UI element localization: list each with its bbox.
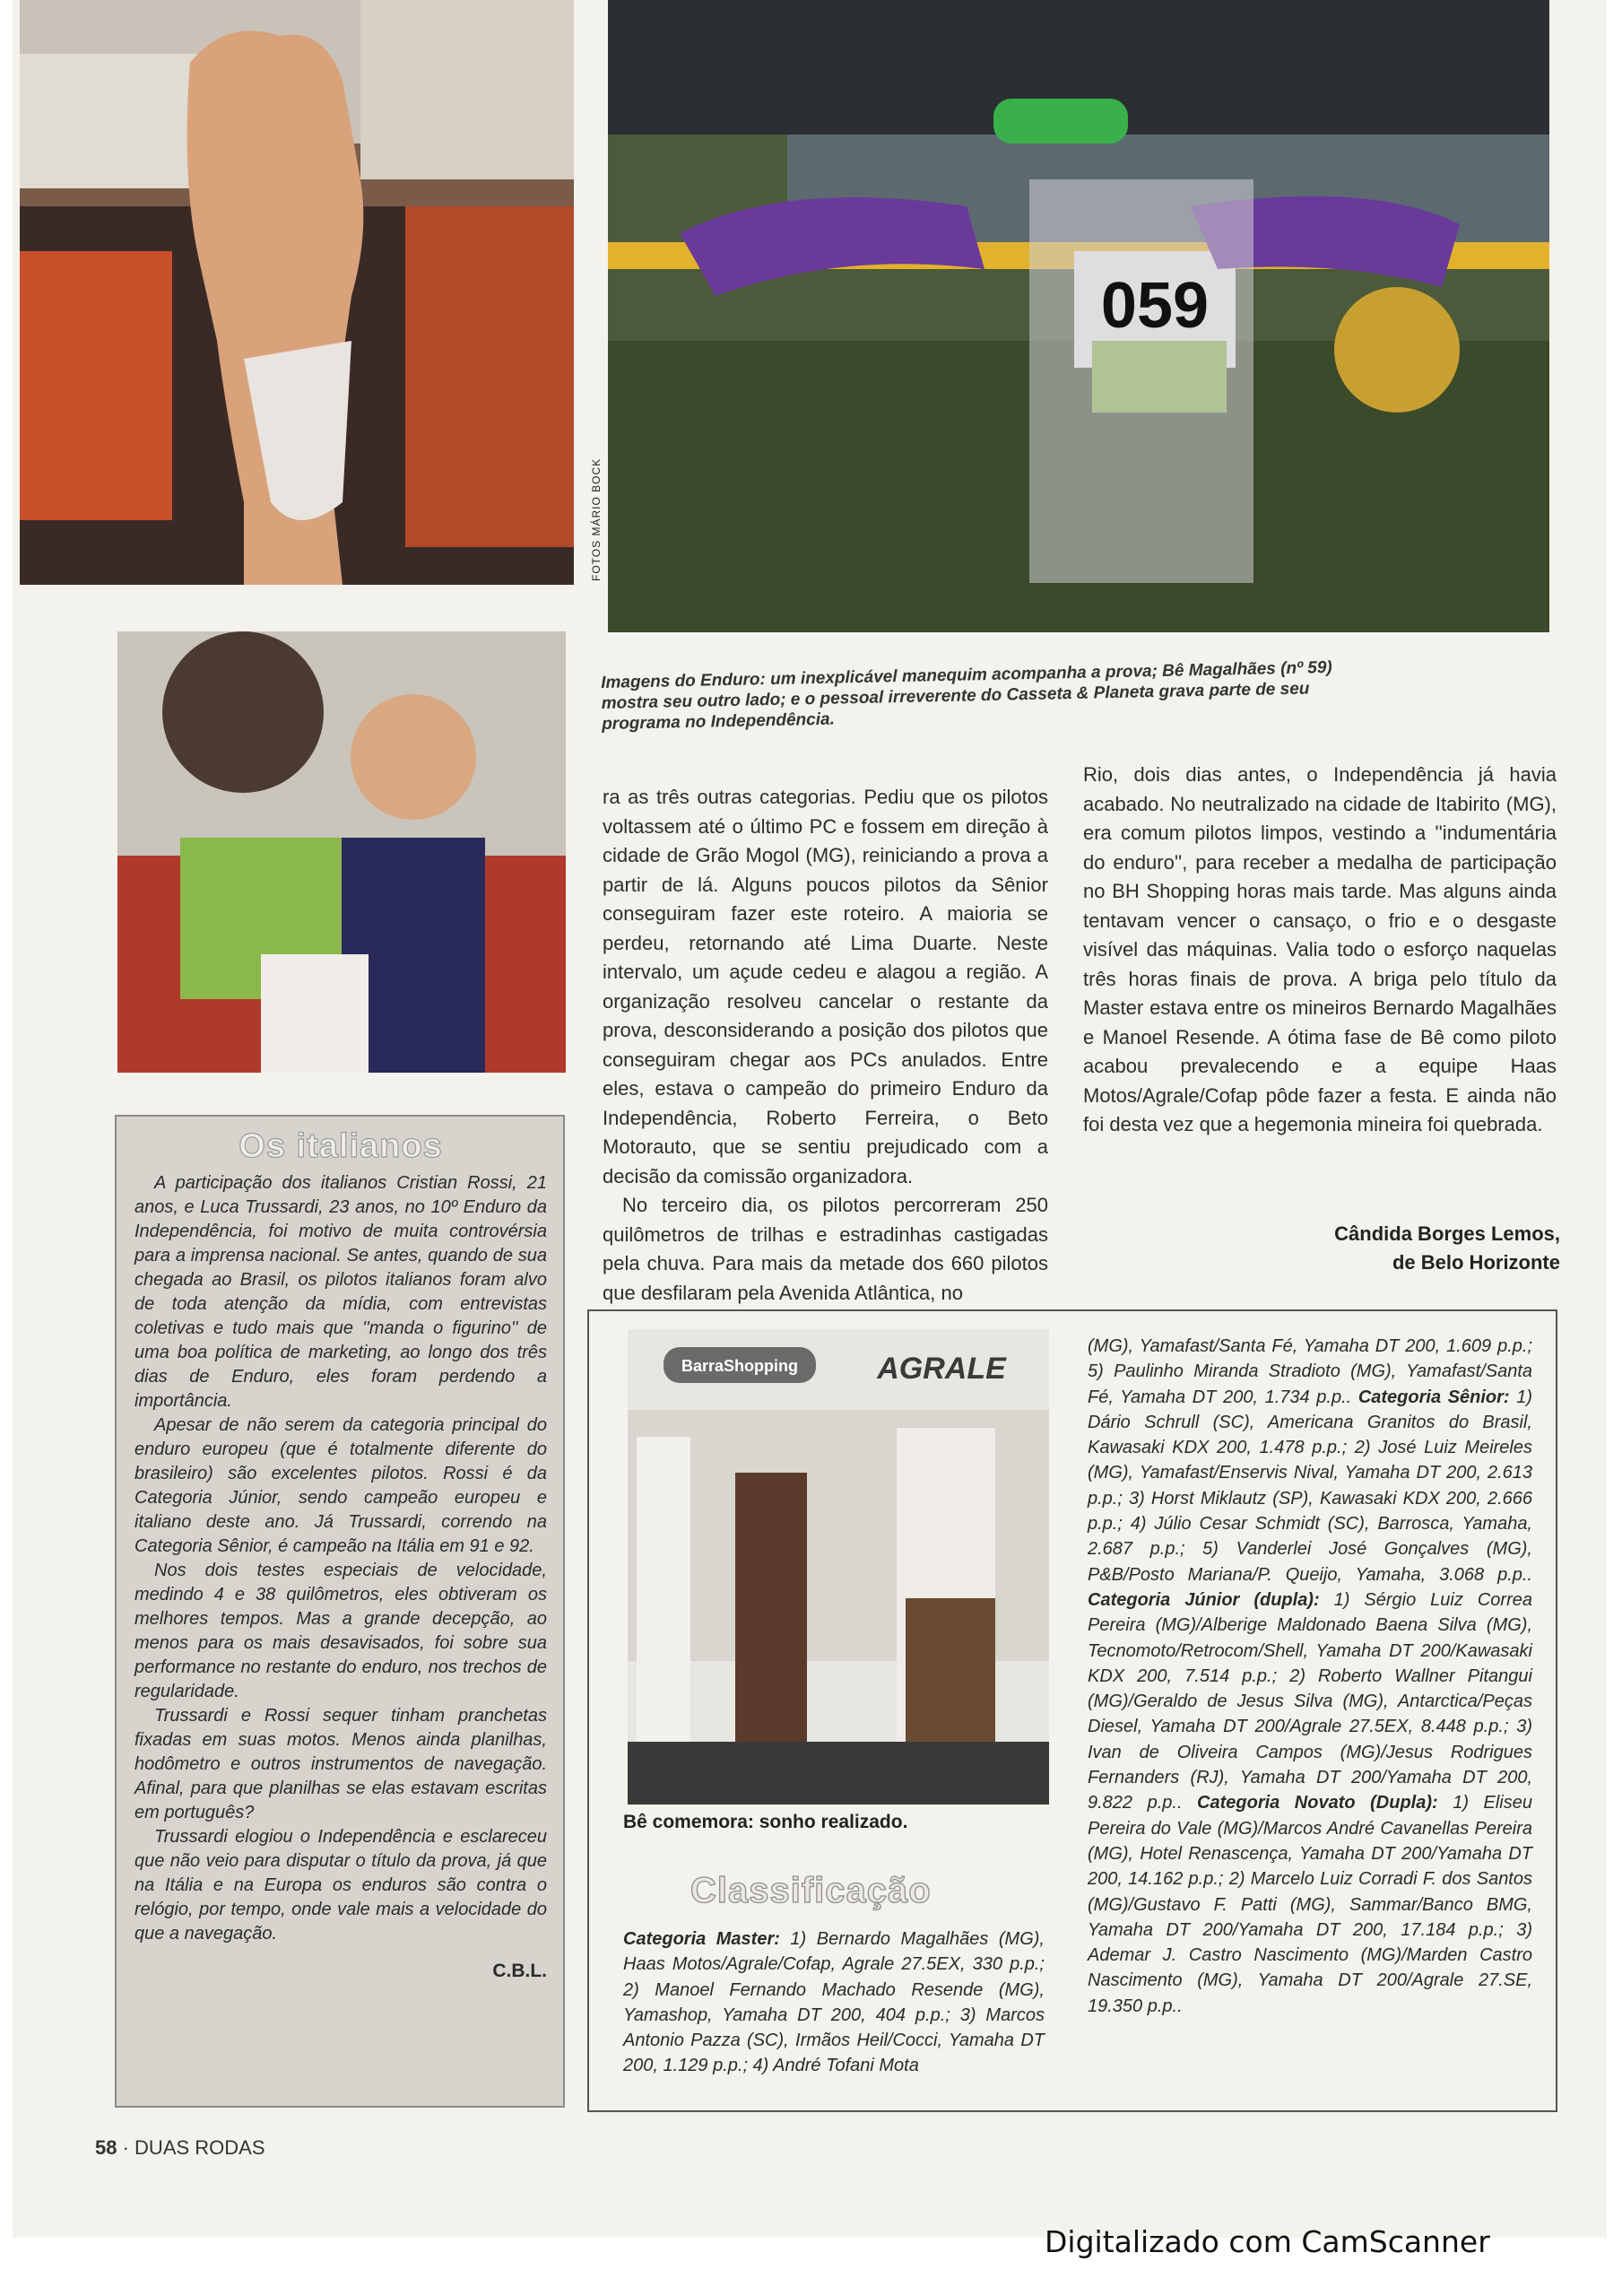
photo-credit: FOTOS MÁRIO BOCK <box>590 457 603 581</box>
photo-podium <box>628 1329 1049 1805</box>
sidebar-paragraph: Apesar de não serem da categoria principal do enduro europeu (que é totalmente diferente do brasileiro) são excelentes pilotos. Rossi é da Categoria Júnior, sendo campeão europeu e italiano deste ano. Já Trussardi, correndo na Categoria Sênior, é campeão na Itália em 91 e 92. <box>134 1415 547 1556</box>
classification-category: Categoria Master: <box>623 1929 780 1949</box>
scanner-watermark: Digitalizado com CamScanner <box>1045 2224 1490 2259</box>
photo-casseta-planeta <box>117 631 566 1073</box>
article-column-1 <box>603 783 1048 1308</box>
podium-caption: Bê comemora: sonho realizado. <box>623 1812 908 1832</box>
classification-category: Categoria Sênior: <box>1357 1387 1510 1407</box>
banner-agrale: AGRALE <box>877 1352 1006 1386</box>
article-paragraph: Rio, dois dias antes, o Independência já havia acabado. No neutralizado na cidade de Itabirito (MG), era comum pilotos limpos, vestindo a ''indumentária do enduro'', para receber a medalha de participação no BH Shopping horas mais tarde. Mas alguns ainda tentavam vencer o cansaço, o frio e o desgaste visível das máquinas. Valia todo o esforço naquelas três horas finais de prova. A briga pelo título da Master estava entre os mineiros Bernardo Magalhães e Manoel Resende. A ótima fase de Bê como piloto acabou prevalecendo e a equipe Haas Motos/Agrale/Cofap pôde fazer a festa. E ainda não foi desta vez que a hegemonia mineira foi quebrada. <box>1083 763 1557 1135</box>
article-paragraph: No terceiro dia, os pilotos percorreram 250 quilômetros de trilhas e estradinhas castigadas pela chuva. Para mais da metade dos 660 pilotos que desfilaram pela Avenida Atlântica, no <box>603 1194 1048 1304</box>
classification-results: (MG), Yamafast/Santa Fé, Yamaha DT 200, 1.609 p.p.; 5) Paulinho Miranda Stradioto (MG), Yamafast/Santa Fé, Yamaha DT 200, 1.734 p.p.. <box>1088 1336 1532 1407</box>
classification-category: Categoria Júnior (dupla): <box>1088 1589 1320 1610</box>
classification-right <box>1088 1334 1532 2019</box>
page-footer <box>95 2136 265 2160</box>
byline-name: Cândida Borges Lemos, <box>1334 1222 1560 1245</box>
sidebar-paragraph: A participação dos italianos Cristian Rossi, 21 anos, e Luca Trussardi, 23 anos, no 10º Enduro da Independência, foi motivo de muita controvérsia para a imprensa nacional. Se antes, quando de sua chegada ao Brasil, os pilotos italianos foram alvo de toda atenção da mídia, com entrevistas coletivas e tudo mais que ''manda o figurino'' de uma boa política de marketing, ao longo dos três dias de Enduro, eles foram perdendo a importância. <box>134 1173 547 1411</box>
classification-results: 1) Dário Schrull (SC), Americana Granitos do Brasil, Kawasaki KDX 200, 1.478 p.p.; 2) José Luiz Meireles (MG), Yamafast/Enservis Nival, Yamaha DT 200, 2.613 p.p.; 3) Horst Miklautz (SP), Kawasaki KDX 200, 2.666 p.p.; 4) Júlio Cesar Schmidt (SC), Barrosca, Yamaha, 2.687 p.p.; 5) Vanderlei José Gonçalves (MG), P&B/Posto Mariana/P. Queijo, Yamaha, 3.068 p.p.. <box>1088 1387 1532 1585</box>
sidebar-paragraph: Nos dois testes especiais de velocidade, medindo 4 e 38 quilômetros, eles obtiveram os melhores tempos. Mas a grande decepção, ao menos para os mais desavisados, foi sobre sua performance no restante do enduro, nos trechos de regularidade. <box>134 1561 547 1701</box>
sidebar-title: Os italianos <box>239 1127 443 1165</box>
classification-results: 1) Sérgio Luiz Correa Pereira (MG)/Alberige Maldonado Baena Silva (MG), Tecnomoto/Retrocom/Shell, Yamaha DT 200/Kawasaki KDX 200, 7.514 p.p.; 2) Roberto Wallner Pitangui (MG)/Geraldo de Jesus Silva (MG), Antarctica/Peças Diesel, Yamaha DT 200/Agrale 27.5EX, 8.448 p.p.; 3) Ivan de Oliveira Campos (MG)/Jesus Rodrigues Fernanders (RJ), Yamaha DT 200/Yamaha DT 200, 9.822 p.p.. <box>1088 1589 1532 1813</box>
page-number: 58 <box>95 2136 117 2159</box>
classification-title: Classificação <box>690 1871 932 1910</box>
bib-number: 059 <box>1100 270 1210 342</box>
article-column-2 <box>1083 761 1557 1140</box>
banner-barrashopping: BarraShopping <box>681 1357 799 1375</box>
sidebar-paragraph: Trussardi elogiou o Independência e esclareceu que não veio para disputar o título da prova, já que na Itália e na Europa os enduros são contra o relógio, por tempo, onde vale mais a velocidade do que a navegação. <box>134 1827 547 1944</box>
byline-place: de Belo Horizonte <box>1392 1251 1560 1274</box>
photo-be-magalhaes <box>608 0 1549 632</box>
sidebar-box <box>115 1115 565 2108</box>
magazine-name: · DUAS RODAS <box>122 2136 265 2159</box>
classification-left <box>623 1926 1045 2079</box>
classification-results: 1) Eliseu Pereira do Vale (MG)/Marcos André Cavanellas Pereira (MG), Hotel Renascença, Yamaha DT 200/Yamaha DT 200, 14.162 p.p.; 2) Marcelo Luiz Corradi F. dos Santos (MG)/Gustavo F. Patti (MG), Sammar/Banco BMG, Yamaha DT 200/Yamaha DT 200, 17.184 p.p.; 3) Ademar J. Castro Nascimento (MG)/Marden Castro Nascimento (MG), Yamaha DT 200/Agrale 27.SE, 19.350 p.p.. <box>1088 1793 1532 2016</box>
byline <box>1228 1220 1560 1277</box>
classification-results: 1) Bernardo Magalhães (MG), Haas Motos/Agrale/Cofap, Agrale 27.5EX, 330 p.p.; 2) Manoel Fernando Machado Resende (MG), Yamashop, Yamaha DT 200, 404 p.p.; 3) Marcos Antonio Pazza (SC), Irmãos Heil/Cocci, Yamaha DT 200, 1.129 p.p.; 4) André Tofani Mota <box>623 1929 1045 2076</box>
photo-caption: Imagens do Enduro: um inexplicável manequim acompanha a prova; Bê Magalhães (nº 59) mostra seu outro lado; e o pessoal irreverente do Casseta & Planeta grava parte de seu programa no Independência. <box>601 657 1332 734</box>
classification-category: Categoria Novato (Dupla): <box>1197 1793 1438 1813</box>
article-paragraph: ra as três outras categorias. Pediu que os pilotos voltassem até o último PC e fossem em direção à cidade de Grão Mogol (MG), reiniciando a prova a partir de lá. Alguns poucos pilotos da Sênior conseguiram fazer este roteiro. A maioria se perdeu, retornando até Lima Duarte. Neste intervalo, um açude cedeu e alagou a região. A organização resolveu cancelar o restante da prova, desconsiderando a posição dos pilotos que conseguiram chegar aos PCs anulados. Entre eles, estava o campeão do primeiro Enduro da Independência, Roberto Ferreira, o Beto Motorauto, que se sentiu prejudicado com a decisão da comissão organizadora. <box>603 786 1048 1187</box>
sidebar-signature: C.B.L. <box>492 1961 547 1981</box>
photo-mannequin <box>20 0 574 585</box>
sidebar-paragraph: Trussardi e Rossi sequer tinham pranchetas fixadas em suas motos. Menos ainda planilhas, hodômetro e outros instrumentos de navegação. Afinal, para que planilhas se elas estavam escritas em português? <box>134 1706 547 1822</box>
